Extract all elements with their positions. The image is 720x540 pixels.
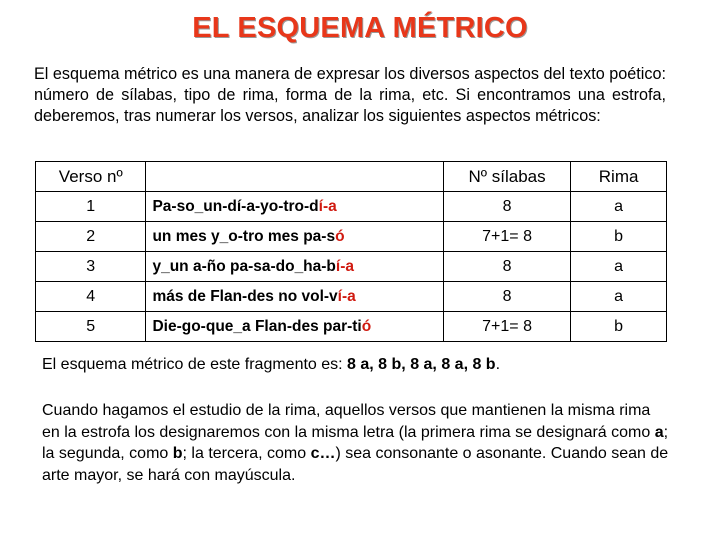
syllable-count: 7+1= 8 — [443, 312, 570, 342]
rhyme-letter: a — [571, 282, 667, 312]
verse-number: 3 — [36, 252, 146, 282]
verse-text — [146, 312, 443, 342]
verse-rhyme-segment: ó — [361, 317, 372, 335]
rhyme-letter: a — [571, 192, 667, 222]
table-row — [36, 282, 667, 312]
verse-rhyme-segment: í-a — [318, 197, 337, 215]
verse-number: 5 — [36, 312, 146, 342]
outro-letter-c: c… — [310, 445, 336, 462]
verse-main: más de Flan-des no vol-v — [152, 287, 338, 305]
scheme-suffix: . — [495, 356, 501, 373]
table-row — [36, 192, 667, 222]
scheme-value: 8 a, 8 b, 8 a, 8 a, 8 b — [347, 356, 496, 373]
outro-text-4: ) sea consonante o asonante. Cuando sean de arte mayor, se hará con mayúscula. — [42, 445, 669, 484]
verse-main: un mes y_o-tro mes pa-s — [152, 227, 336, 245]
scheme-summary — [42, 356, 672, 374]
table-header-row — [36, 162, 667, 192]
verse-main: Die-go-que_a Flan-des par-ti — [152, 317, 362, 335]
table-row — [36, 312, 667, 342]
verse-text — [146, 222, 443, 252]
verse-number: 4 — [36, 282, 146, 312]
verse-rhyme-segment: ó — [335, 227, 345, 245]
syllable-count: 8 — [443, 192, 570, 222]
header-verse-number: Verso nº — [36, 162, 146, 192]
verse-rhyme-segment: í-a — [337, 287, 356, 305]
verse-number: 1 — [36, 192, 146, 222]
table-row — [36, 252, 667, 282]
outro-letter-a: a — [654, 423, 664, 441]
scheme-prefix: El esquema métrico de este fragmento es: — [42, 356, 348, 373]
intro-paragraph: El esquema métrico es una manera de expresar los diversos aspectos del texto poético: número de sílabas, tipo de rima, forma de la rima, etc. Si encontramos una estrofa, deberemos, tras numerar los versos, analizar los siguientes aspectos métricos: — [34, 65, 666, 125]
verse-rhyme-segment: í-a — [335, 257, 354, 275]
outro-paragraph — [42, 400, 670, 486]
page-title: EL ESQUEMA MÉTRICO — [192, 12, 528, 44]
metric-table — [35, 161, 667, 342]
outro-text-1: Cuando hagamos el estudio de la rima, aquellos versos que mantienen la misma rima en la estrofa los designaremos con la misma letra (la primera rima se designará como — [42, 402, 655, 441]
rhyme-letter: a — [571, 252, 667, 282]
verse-main: y_un a-ño pa-sa-do_ha-b — [152, 257, 336, 275]
verse-number: 2 — [36, 222, 146, 252]
header-verse — [146, 162, 443, 192]
rhyme-letter: b — [571, 222, 667, 252]
verse-text — [146, 252, 443, 282]
rhyme-letter: b — [571, 312, 667, 342]
outro-letter-b: b — [172, 445, 183, 462]
header-syllables: Nº sílabas — [443, 162, 570, 192]
verse-text — [146, 192, 443, 222]
syllable-count: 7+1= 8 — [443, 222, 570, 252]
syllable-count: 8 — [443, 252, 570, 282]
header-rhyme: Rima — [571, 162, 667, 192]
outro-text-3: ; la tercera, como — [182, 445, 311, 462]
table-row — [36, 222, 667, 252]
syllable-count: 8 — [443, 282, 570, 312]
verse-main: Pa-so_un-dí-a-yo-tro-d — [152, 197, 319, 215]
verse-text — [146, 282, 443, 312]
outro-text-2: ; la segunda, como — [42, 423, 669, 462]
